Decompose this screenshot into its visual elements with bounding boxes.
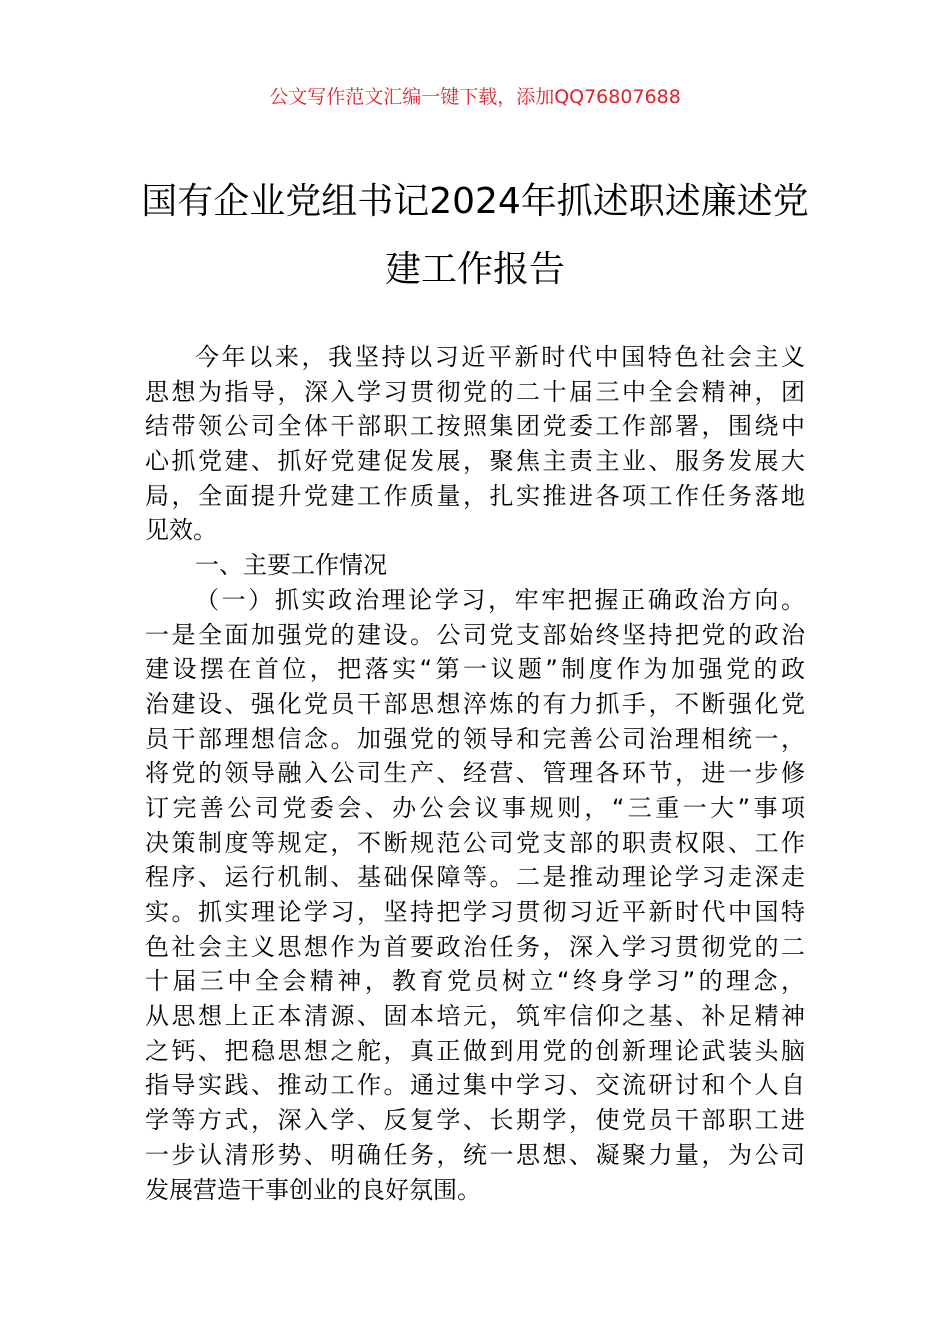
body-text-line: 建设摆在首位，把落实“第一议题”制度作为加强党的政 — [145, 655, 805, 684]
watermark-banner: 公文写作范文汇编一键下载，添加QQ76807688 — [269, 86, 681, 108]
body-text-line: 心抓党建、抓好党建促发展，聚焦主责主业、服务发展大 — [145, 447, 805, 476]
body-text-line: 治建设、强化党员干部思想淬炼的有力抓手，不断强化党 — [145, 689, 805, 718]
body-text-line: 员干部理想信念。加强党的领导和完善公司治理相统一， — [145, 724, 805, 753]
body-text-line: 决策制度等规定，不断规范公司党支部的职责权限、工作 — [145, 828, 805, 857]
body-text-line: 今年以来，我坚持以习近平新时代中国特色社会主义 — [195, 343, 805, 371]
body-text-line: 发展营造干事创业的良好氛围。 — [145, 1175, 481, 1204]
body-text-line: 将党的领导融入公司生产、经营、管理各环节，进一步修 — [145, 759, 805, 788]
body-text-line: 一步认清形势、明确任务，统一思想、凝聚力量，为公司 — [145, 1140, 805, 1169]
body-text-line: 指导实践、推动工作。通过集中学习、交流研讨和个人自 — [145, 1071, 805, 1100]
body-text-line: 思想为指导，深入学习贯彻党的二十届三中全会精神，团 — [145, 377, 805, 406]
body-text-line: 十届三中全会精神，教育党员树立“终身学习”的理念， — [145, 967, 805, 996]
body-text-line: 程序、运行机制、基础保障等。二是推动理论学习走深走 — [145, 863, 805, 892]
body-text-line: 局，全面提升党建工作质量，扎实推进各项工作任务落地 — [145, 481, 805, 510]
body-text-line: 实。抓实理论学习，坚持把学习贯彻习近平新时代中国特 — [145, 898, 805, 926]
body-text-line: 见效。 — [145, 516, 217, 545]
document-title-line-1: 国有企业党组书记2024年抓述职述廉述党 — [141, 181, 809, 222]
document-title-line-2: 建工作报告 — [384, 249, 565, 290]
body-text-line: 结带领公司全体干部职工按照集团党委工作部署，围绕中 — [145, 412, 805, 441]
body-text-line: 从思想上正本清源、固本培元，筑牢信仰之基、补足精神 — [145, 1002, 805, 1031]
body-text-line: （一）抓实政治理论学习，牢牢把握正确政治方向。 — [195, 585, 805, 614]
document-body — [145, 340, 805, 1207]
body-text-line: 一是全面加强党的建设。公司党支部始终坚持把党的政治 — [145, 620, 805, 649]
body-text-line: 学等方式，深入学、反复学、长期学，使党员干部职工进 — [145, 1106, 805, 1135]
body-text-line: 订完善公司党委会、办公会议事规则，“三重一大”事项 — [145, 793, 805, 822]
body-text-line: 之钙、把稳思想之舵，真正做到用党的创新理论武装头脑 — [145, 1036, 805, 1065]
body-text-line: 色社会主义思想作为首要政治任务，深入学习贯彻党的二 — [145, 932, 805, 961]
body-text-line: 一、主要工作情况 — [195, 551, 387, 580]
